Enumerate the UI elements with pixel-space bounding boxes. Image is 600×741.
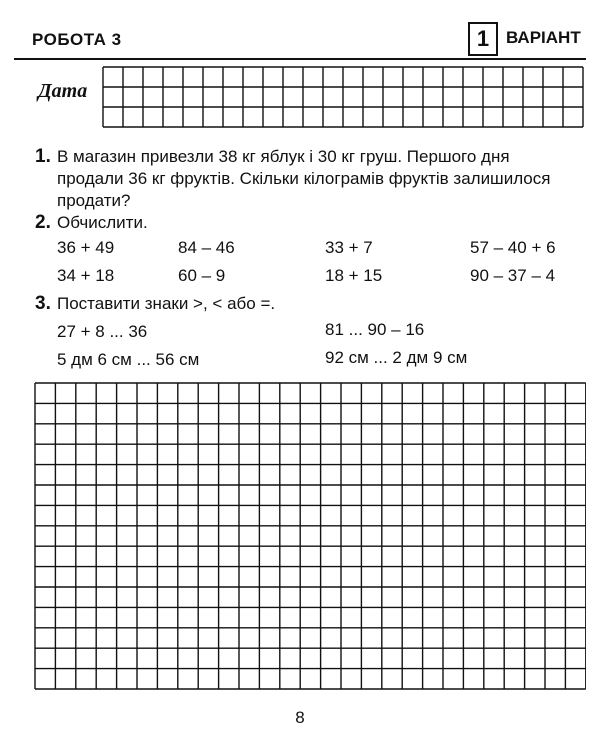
- task-3: [35, 293, 275, 315]
- work-title: РОБОТА 3: [32, 30, 122, 49]
- expression: 84 – 46: [178, 238, 235, 257]
- expression: 60 – 9: [178, 266, 226, 285]
- task-1-line-3: продати?: [57, 191, 131, 210]
- task-3-text: Поставити знаки >, < або =.: [57, 294, 276, 313]
- task-2-text: Обчислити.: [57, 213, 148, 232]
- header-divider: [14, 58, 586, 60]
- comparison: 5 дм 6 см ... 56 см: [57, 350, 200, 369]
- expression: 90 – 37 – 4: [470, 266, 556, 285]
- comparison: 27 + 8 ... 36: [57, 322, 148, 341]
- page-header: [0, 0, 600, 60]
- expression: 34 + 18: [57, 266, 115, 285]
- date-label: Дата: [38, 80, 88, 102]
- comparison: 92 см ... 2 дм 9 см: [325, 348, 468, 367]
- task-1-number: 1.: [35, 146, 51, 167]
- expression: 18 + 15: [325, 266, 383, 285]
- expression: 57 – 40 + 6: [470, 238, 556, 257]
- task-3-number: 3.: [35, 293, 51, 314]
- answer-grid[interactable]: [34, 382, 586, 700]
- variant-label: ВАРІАНТ: [506, 28, 581, 47]
- task-2: [35, 212, 148, 234]
- task-1: [35, 146, 550, 212]
- date-answer-grid[interactable]: [102, 66, 586, 128]
- expression: 33 + 7: [325, 238, 373, 257]
- page-number: 8: [295, 708, 305, 727]
- task-2-number: 2.: [35, 212, 51, 233]
- expression: 36 + 49: [57, 238, 115, 257]
- variant-number-box: 1: [468, 22, 498, 56]
- task-1-line-2: продали 36 кг фруктів. Скільки кілограмів фруктів залишилося: [57, 169, 551, 188]
- task-1-line-1: В магазин привезли 38 кг яблук і 30 кг груш. Першого дня: [57, 147, 510, 166]
- comparison: 81 ... 90 – 16: [325, 320, 425, 339]
